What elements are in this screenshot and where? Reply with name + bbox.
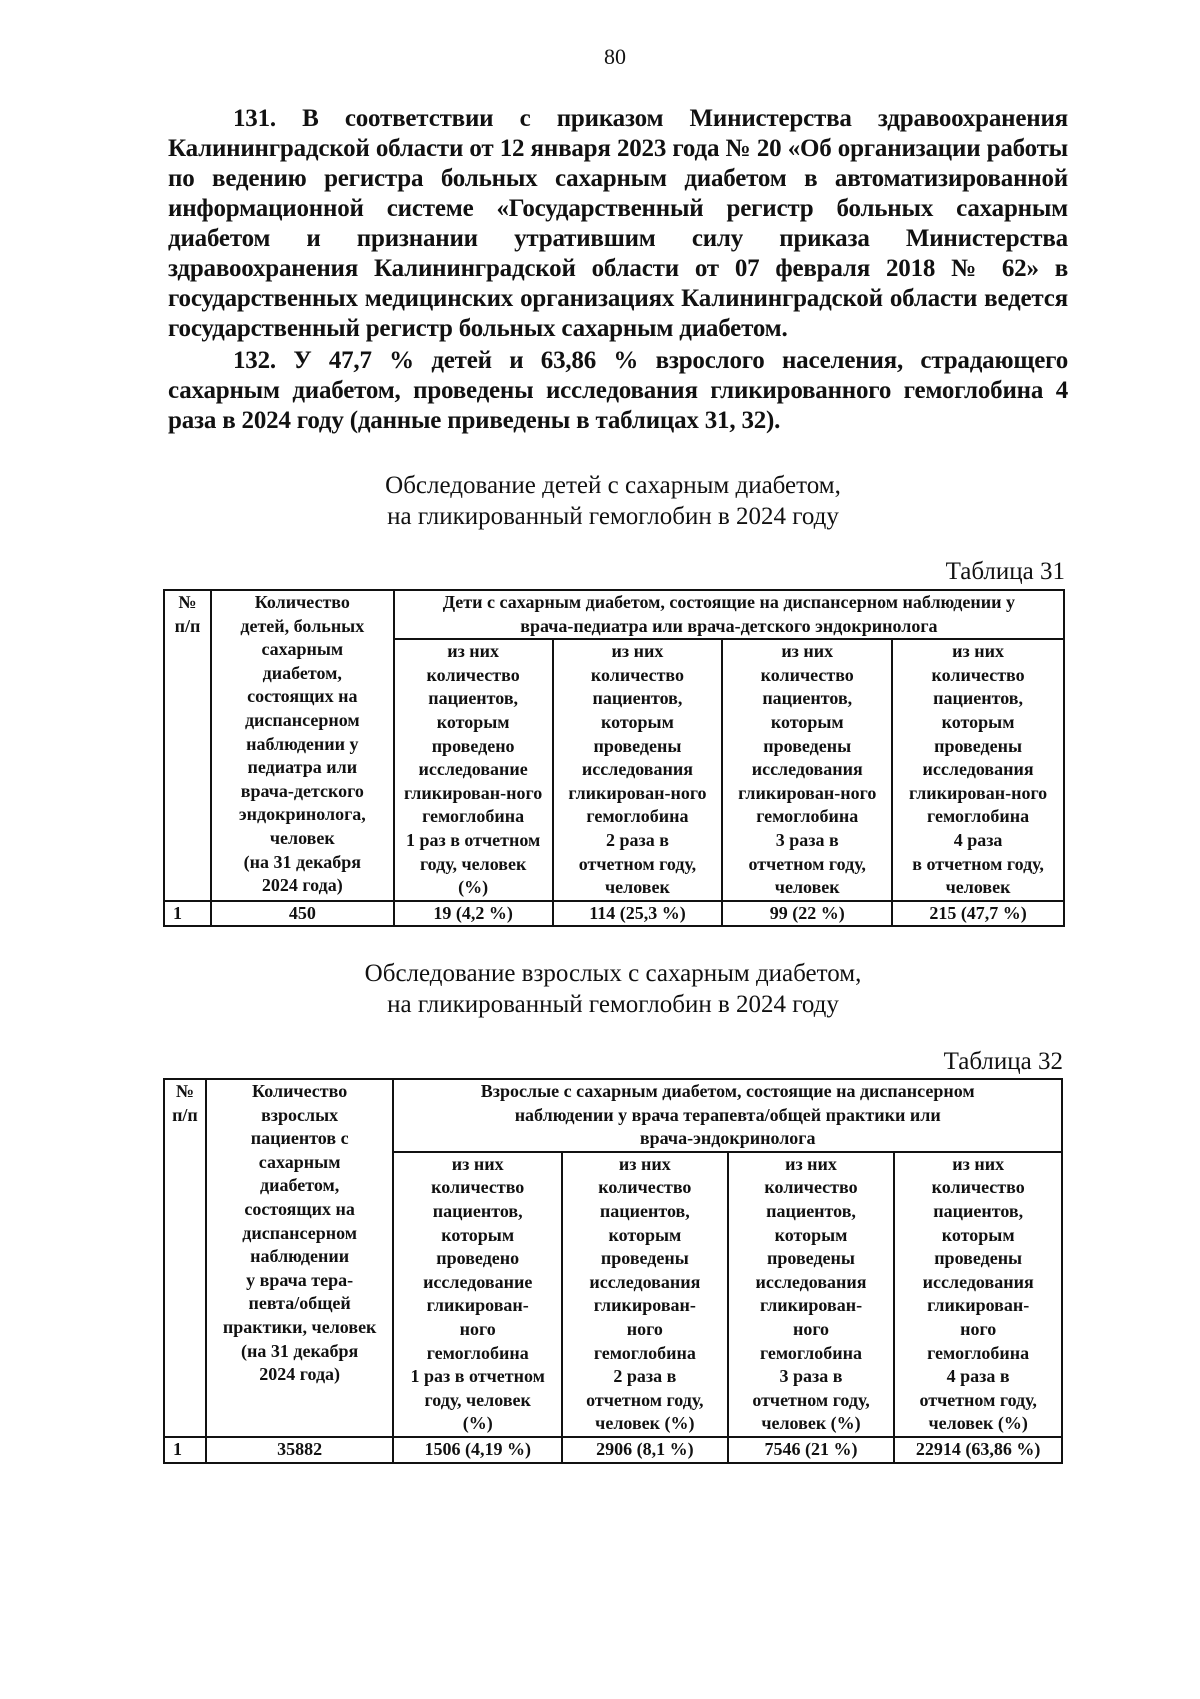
table-31 [163,589,1065,927]
header-col-1: из них количество пациентов, которым проведено исследование гликирован-ного гемоглобина 1 раз в отчетном году, человек (%) [394,639,553,901]
header-group: Дети с сахарным диабетом, состоящие на диспансерном наблюдении у врача-педиатра или врача-детского эндокринолога [394,590,1064,639]
cell-1: 1506 (4,19 %) [393,1437,562,1463]
cell-number: 1 [164,901,211,927]
table-row [164,1437,1062,1463]
table32-label: Таблица 32 [943,1048,1063,1075]
table31-label: Таблица 31 [945,558,1065,585]
table-row [164,901,1064,927]
paragraph-131: 131. В соответствии с приказом Министерства здравоохранения Калининградской области от 12 января 2023 года № 20 «Об организации работы по ведению регистра больных сахарным диабетом в автоматизированной информационной системе «Государственный регистр больных сахарным диабетом и признании утратившим силу приказа Министерства здравоохранения Калининградской области от 07 февраля 2018 № 62» в государственных медицинских организациях Калининградской области ведется государственный регистр больных сахарным диабетом. [168,105,1068,342]
header-number: № п/п [164,1079,206,1437]
header-col-4: из них количество пациентов, которым проведены исследования гликирован-ного гемоглобина 4 раза в отчетном году, человек [892,639,1064,901]
header-col-1: из них количество пациентов, которым проведено исследование гликирован- ного гемоглобина 1 раз в отчетном году, человек (%) [393,1152,562,1437]
header-count: Количество детей, больных сахарным диабетом, состоящих на диспансерном наблюдении у педиатра или врача-детского эндокринолога, человек (на 31 декабря 2024 года) [211,590,394,901]
paragraph-132: 132. У 47,7 % детей и 63,86 % взрослого населения, страдающего сахарным диабетом, проведены исследования гликированного гемоглобина 4 раза в 2024 году (данные приведены в таблицах 31, 32). [168,347,1068,434]
header-col-2: из них количество пациентов, которым проведены исследования гликирован- ного гемоглобина 2 раза в отчетном году, человек (%) [562,1152,728,1437]
cell-3: 99 (22 %) [722,901,892,927]
header-col-2: из них количество пациентов, которым проведены исследования гликирован-ного гемоглобина 2 раза в отчетном году, человек [553,639,723,901]
header-col-4: из них количество пациентов, которым проведены исследования гликирован- ного гемоглобина 4 раза в отчетном году, человек (%) [894,1152,1062,1437]
cell-number: 1 [164,1437,206,1463]
table32-caption: Обследование взрослых с сахарным диабетом, на гликированный гемоглобин в 2024 году [364,960,862,1018]
header-col-3: из них количество пациентов, которым проведены исследования гликирован- ного гемоглобина 3 раза в отчетном году, человек (%) [728,1152,895,1437]
header-number: № п/п [164,590,211,901]
cell-4: 215 (47,7 %) [892,901,1064,927]
cell-3: 7546 (21 %) [728,1437,895,1463]
header-count: Количество взрослых пациентов с сахарным диабетом, состоящих на диспансерном наблюдении у врача тера- певта/общей практики, человек (на 31 декабря 2024 года) [206,1079,394,1437]
header-group: Взрослые с сахарным диабетом, состоящие на диспансерном наблюдении у врача терапевта/общей практики или врача-эндокринолога [393,1079,1062,1152]
cell-2: 2906 (8,1 %) [562,1437,728,1463]
cell-4: 22914 (63,86 %) [894,1437,1062,1463]
header-col-3: из них количество пациентов, которым проведены исследования гликирован-ного гемоглобина 3 раза в отчетном году, человек [722,639,892,901]
cell-count: 35882 [206,1437,394,1463]
cell-2: 114 (25,3 %) [553,901,723,927]
table-32 [163,1078,1063,1464]
cell-1: 19 (4,2 %) [394,901,553,927]
page-number: 80 [604,44,626,69]
table31-caption: Обследование детей с сахарным диабетом, на гликированный гемоглобин в 2024 году [385,472,841,530]
cell-count: 450 [211,901,394,927]
